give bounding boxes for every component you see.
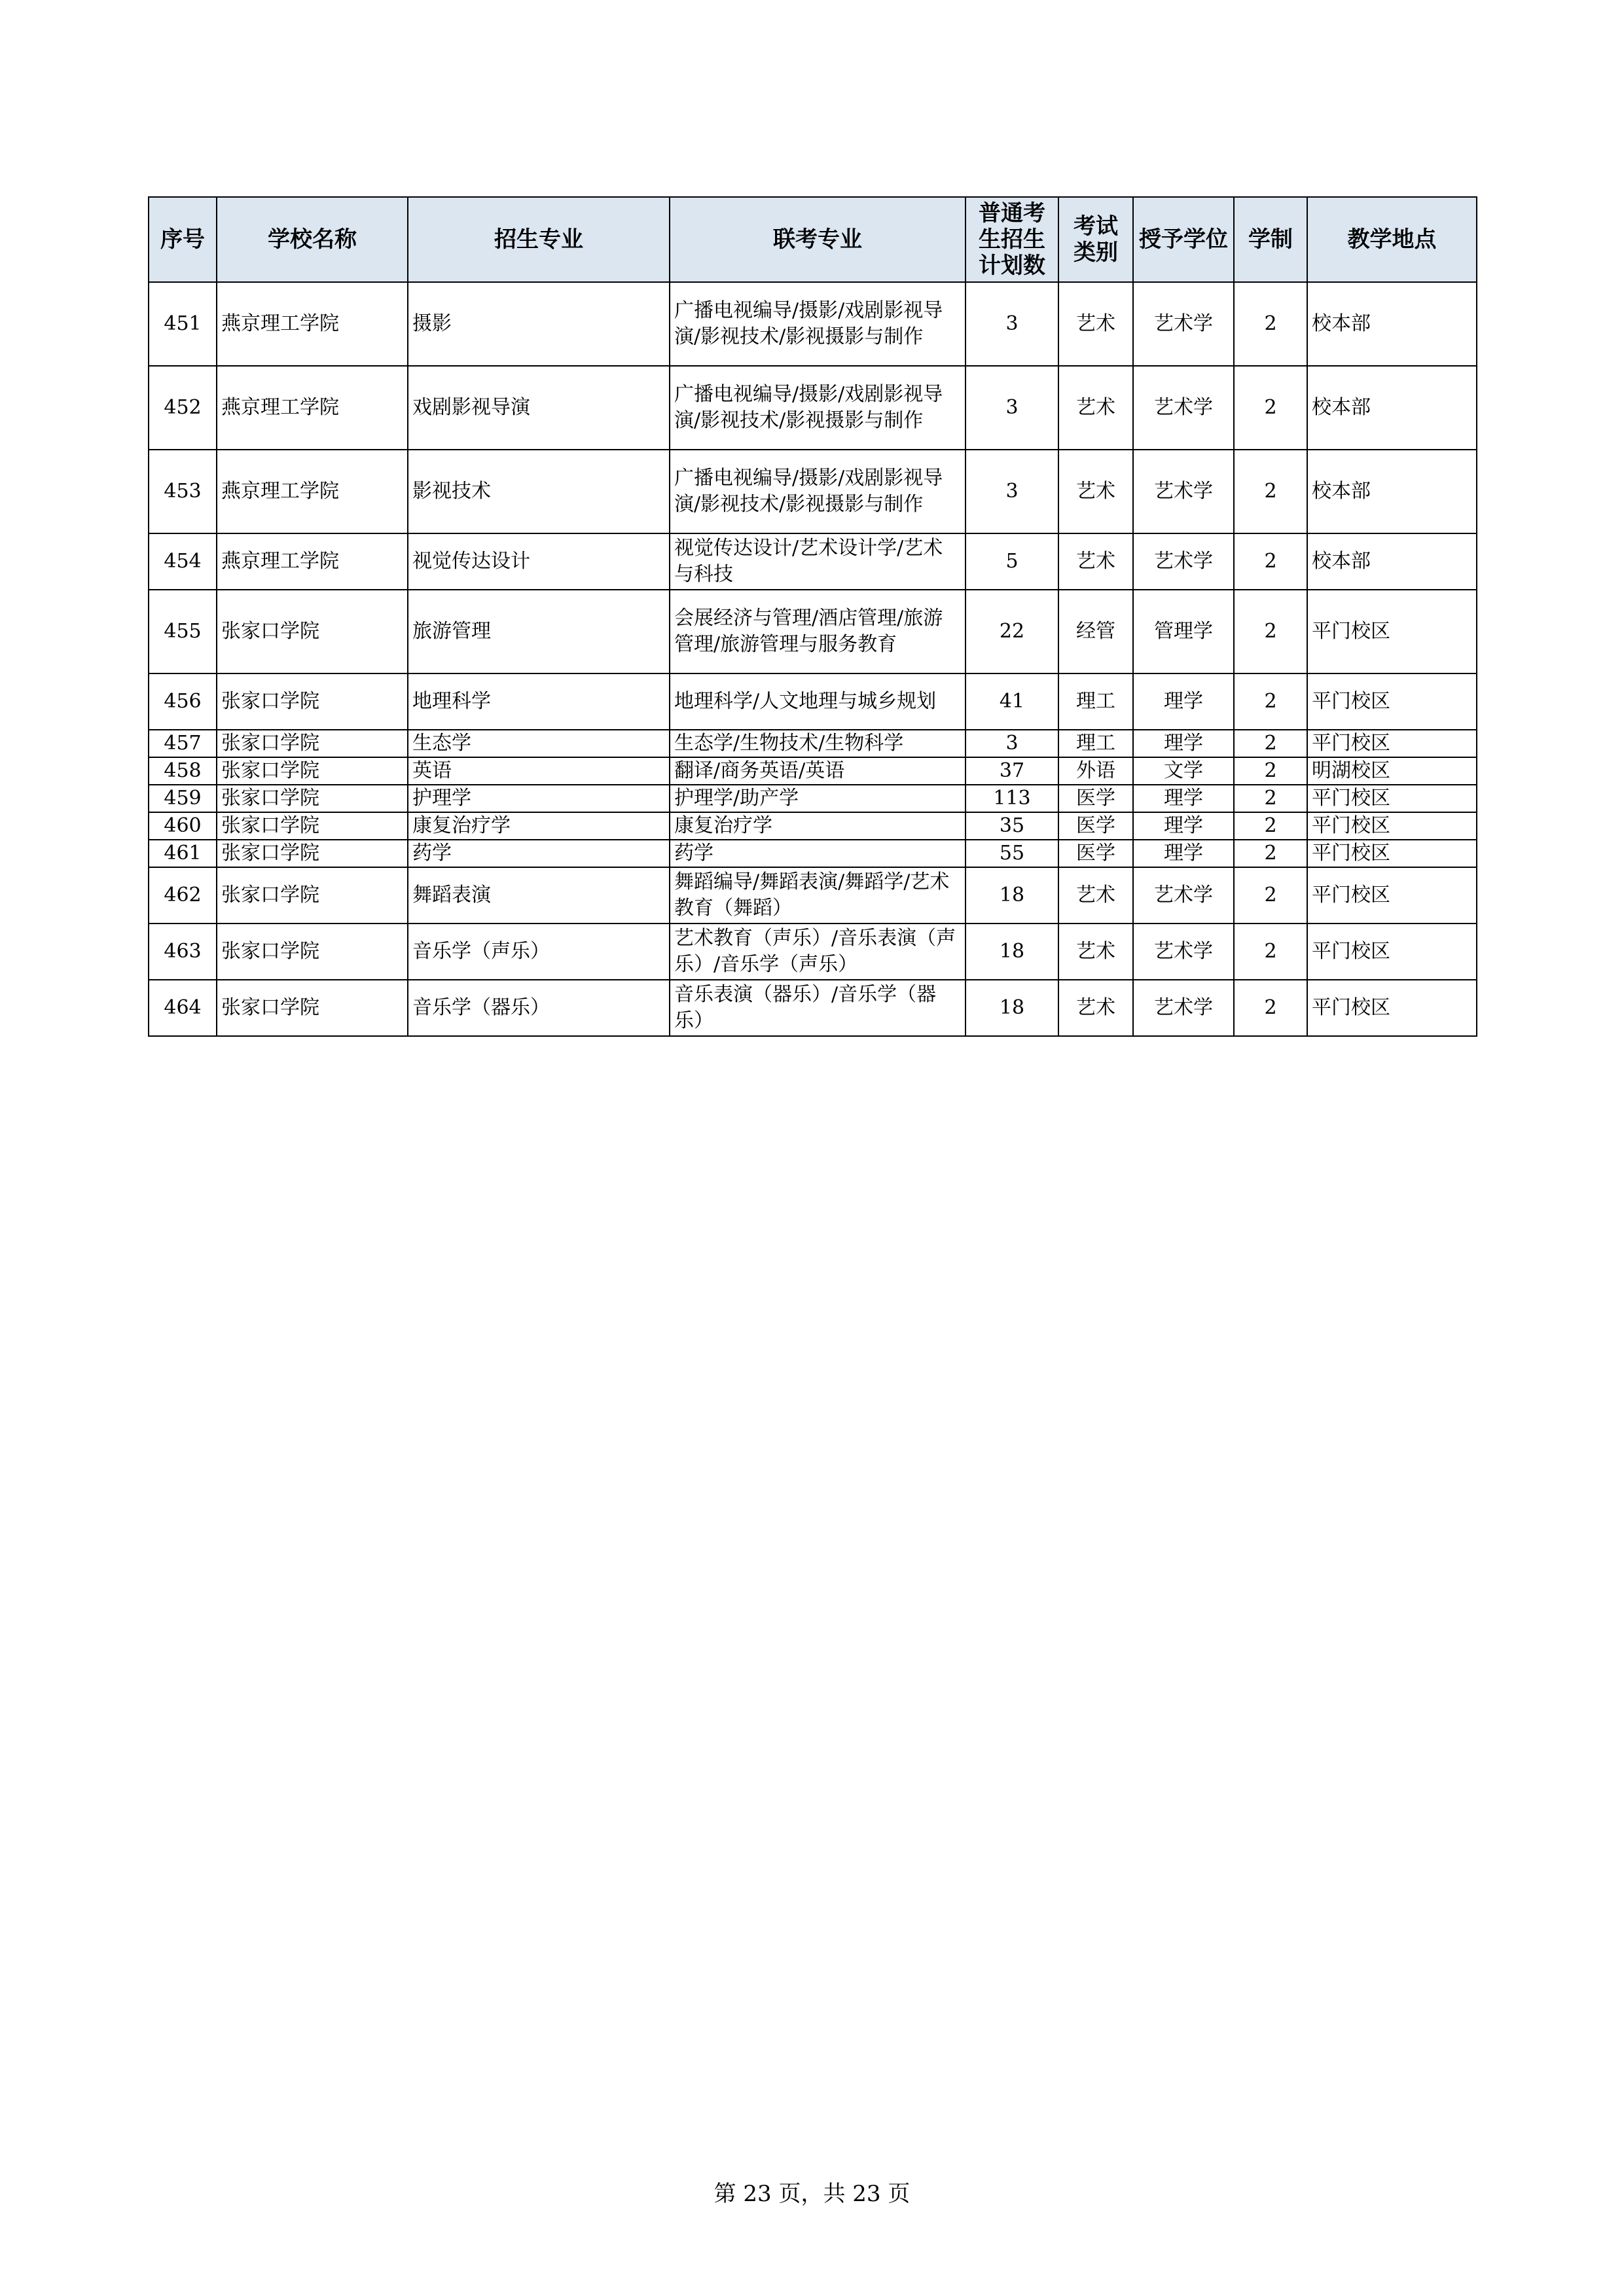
cell-school: 燕京理工学院	[217, 366, 408, 450]
cell-exam-category: 艺术	[1058, 980, 1133, 1036]
cell-degree: 理学	[1133, 840, 1234, 867]
cell-exam-major: 地理科学/人文地理与城乡规划	[670, 673, 965, 730]
cell-degree: 艺术学	[1133, 282, 1234, 366]
table-row	[149, 840, 1477, 867]
cell-plan-count: 3	[965, 366, 1058, 450]
cell-degree: 艺术学	[1133, 533, 1234, 590]
header-plan-count: 普通考生招生计划数	[965, 197, 1058, 282]
cell-years: 2	[1234, 282, 1307, 366]
cell-plan-count: 113	[965, 785, 1058, 812]
cell-degree: 文学	[1133, 757, 1234, 785]
cell-school: 张家口学院	[217, 840, 408, 867]
cell-index: 457	[149, 730, 217, 757]
cell-exam-category: 艺术	[1058, 282, 1133, 366]
cell-location: 平门校区	[1307, 840, 1477, 867]
cell-index: 454	[149, 533, 217, 590]
cell-exam-major: 广播电视编导/摄影/戏剧影视导演/影视技术/影视摄影与制作	[670, 282, 965, 366]
cell-location: 平门校区	[1307, 730, 1477, 757]
cell-plan-count: 18	[965, 924, 1058, 980]
cell-degree: 管理学	[1133, 590, 1234, 673]
header-major: 招生专业	[408, 197, 670, 282]
cell-plan-count: 55	[965, 840, 1058, 867]
cell-exam-category: 医学	[1058, 840, 1133, 867]
cell-school: 张家口学院	[217, 924, 408, 980]
cell-degree: 艺术学	[1133, 867, 1234, 924]
cell-major: 生态学	[408, 730, 670, 757]
cell-exam-category: 艺术	[1058, 366, 1133, 450]
table-row	[149, 533, 1477, 590]
cell-major: 药学	[408, 840, 670, 867]
table-row	[149, 757, 1477, 785]
cell-index: 451	[149, 282, 217, 366]
cell-plan-count: 22	[965, 590, 1058, 673]
cell-plan-count: 41	[965, 673, 1058, 730]
cell-plan-count: 3	[965, 282, 1058, 366]
header-degree: 授予学位	[1133, 197, 1234, 282]
cell-plan-count: 18	[965, 867, 1058, 924]
cell-degree: 艺术学	[1133, 980, 1234, 1036]
header-index: 序号	[149, 197, 217, 282]
cell-exam-category: 医学	[1058, 785, 1133, 812]
table-row	[149, 450, 1477, 533]
cell-location: 校本部	[1307, 366, 1477, 450]
header-exam-category: 考试类别	[1058, 197, 1133, 282]
cell-exam-major: 护理学/助产学	[670, 785, 965, 812]
cell-years: 2	[1234, 533, 1307, 590]
cell-major: 地理科学	[408, 673, 670, 730]
cell-location: 平门校区	[1307, 812, 1477, 840]
cell-location: 校本部	[1307, 450, 1477, 533]
cell-major: 康复治疗学	[408, 812, 670, 840]
cell-location: 平门校区	[1307, 673, 1477, 730]
table-row	[149, 812, 1477, 840]
cell-years: 2	[1234, 590, 1307, 673]
cell-degree: 艺术学	[1133, 924, 1234, 980]
cell-school: 燕京理工学院	[217, 533, 408, 590]
cell-exam-category: 艺术	[1058, 533, 1133, 590]
cell-major: 戏剧影视导演	[408, 366, 670, 450]
cell-school: 张家口学院	[217, 730, 408, 757]
cell-plan-count: 18	[965, 980, 1058, 1036]
cell-plan-count: 3	[965, 450, 1058, 533]
cell-location: 平门校区	[1307, 867, 1477, 924]
cell-degree: 理学	[1133, 730, 1234, 757]
cell-years: 2	[1234, 812, 1307, 840]
cell-exam-category: 艺术	[1058, 450, 1133, 533]
cell-index: 464	[149, 980, 217, 1036]
cell-index: 462	[149, 867, 217, 924]
cell-plan-count: 37	[965, 757, 1058, 785]
table-row	[149, 590, 1477, 673]
cell-major: 摄影	[408, 282, 670, 366]
table-row	[149, 282, 1477, 366]
cell-exam-major: 药学	[670, 840, 965, 867]
cell-degree: 理学	[1133, 812, 1234, 840]
header-row	[149, 197, 1477, 282]
cell-years: 2	[1234, 840, 1307, 867]
cell-exam-major: 翻译/商务英语/英语	[670, 757, 965, 785]
cell-index: 455	[149, 590, 217, 673]
cell-exam-major: 康复治疗学	[670, 812, 965, 840]
cell-degree: 理学	[1133, 673, 1234, 730]
cell-major: 舞蹈表演	[408, 867, 670, 924]
cell-school: 张家口学院	[217, 590, 408, 673]
cell-index: 458	[149, 757, 217, 785]
cell-school: 张家口学院	[217, 785, 408, 812]
cell-years: 2	[1234, 785, 1307, 812]
header-school: 学校名称	[217, 197, 408, 282]
cell-location: 明湖校区	[1307, 757, 1477, 785]
table-row	[149, 785, 1477, 812]
cell-location: 平门校区	[1307, 590, 1477, 673]
cell-location: 平门校区	[1307, 980, 1477, 1036]
cell-exam-major: 艺术教育（声乐）/音乐表演（声乐）/音乐学（声乐）	[670, 924, 965, 980]
cell-exam-major: 舞蹈编导/舞蹈表演/舞蹈学/艺术教育（舞蹈）	[670, 867, 965, 924]
cell-years: 2	[1234, 673, 1307, 730]
cell-plan-count: 3	[965, 730, 1058, 757]
cell-plan-count: 5	[965, 533, 1058, 590]
cell-location: 校本部	[1307, 533, 1477, 590]
header-exam-major: 联考专业	[670, 197, 965, 282]
cell-school: 张家口学院	[217, 673, 408, 730]
cell-major: 护理学	[408, 785, 670, 812]
cell-exam-major: 广播电视编导/摄影/戏剧影视导演/影视技术/影视摄影与制作	[670, 366, 965, 450]
table-row	[149, 924, 1477, 980]
cell-index: 463	[149, 924, 217, 980]
cell-school: 张家口学院	[217, 812, 408, 840]
cell-degree: 理学	[1133, 785, 1234, 812]
cell-school: 燕京理工学院	[217, 282, 408, 366]
cell-index: 460	[149, 812, 217, 840]
cell-exam-category: 理工	[1058, 730, 1133, 757]
table-row	[149, 980, 1477, 1036]
table-row	[149, 366, 1477, 450]
table-row	[149, 730, 1477, 757]
cell-degree: 艺术学	[1133, 450, 1234, 533]
table-row	[149, 673, 1477, 730]
cell-degree: 艺术学	[1133, 366, 1234, 450]
cell-exam-category: 艺术	[1058, 867, 1133, 924]
cell-major: 影视技术	[408, 450, 670, 533]
cell-exam-major: 视觉传达设计/艺术设计学/艺术与科技	[670, 533, 965, 590]
cell-years: 2	[1234, 980, 1307, 1036]
enrollment-table	[148, 196, 1477, 1037]
cell-years: 2	[1234, 450, 1307, 533]
cell-major: 音乐学（器乐）	[408, 980, 670, 1036]
header-years: 学制	[1234, 197, 1307, 282]
cell-plan-count: 35	[965, 812, 1058, 840]
cell-location: 校本部	[1307, 282, 1477, 366]
cell-index: 461	[149, 840, 217, 867]
cell-exam-category: 医学	[1058, 812, 1133, 840]
cell-major: 视觉传达设计	[408, 533, 670, 590]
cell-years: 2	[1234, 366, 1307, 450]
cell-years: 2	[1234, 757, 1307, 785]
cell-major: 音乐学（声乐）	[408, 924, 670, 980]
cell-index: 453	[149, 450, 217, 533]
cell-index: 452	[149, 366, 217, 450]
cell-index: 459	[149, 785, 217, 812]
cell-school: 张家口学院	[217, 867, 408, 924]
header-location: 教学地点	[1307, 197, 1477, 282]
cell-years: 2	[1234, 924, 1307, 980]
cell-years: 2	[1234, 867, 1307, 924]
cell-location: 平门校区	[1307, 924, 1477, 980]
cell-exam-major: 音乐表演（器乐）/音乐学（器乐）	[670, 980, 965, 1036]
cell-exam-major: 广播电视编导/摄影/戏剧影视导演/影视技术/影视摄影与制作	[670, 450, 965, 533]
cell-index: 456	[149, 673, 217, 730]
cell-school: 张家口学院	[217, 757, 408, 785]
cell-major: 旅游管理	[408, 590, 670, 673]
cell-major: 英语	[408, 757, 670, 785]
cell-exam-category: 理工	[1058, 673, 1133, 730]
page-footer: 第 23 页，共 23 页	[713, 2181, 911, 2207]
cell-exam-major: 会展经济与管理/酒店管理/旅游管理/旅游管理与服务教育	[670, 590, 965, 673]
table-row	[149, 867, 1477, 924]
cell-location: 平门校区	[1307, 785, 1477, 812]
cell-school: 燕京理工学院	[217, 450, 408, 533]
cell-exam-category: 艺术	[1058, 924, 1133, 980]
cell-years: 2	[1234, 730, 1307, 757]
cell-exam-category: 外语	[1058, 757, 1133, 785]
cell-exam-category: 经管	[1058, 590, 1133, 673]
cell-exam-major: 生态学/生物技术/生物科学	[670, 730, 965, 757]
cell-school: 张家口学院	[217, 980, 408, 1036]
